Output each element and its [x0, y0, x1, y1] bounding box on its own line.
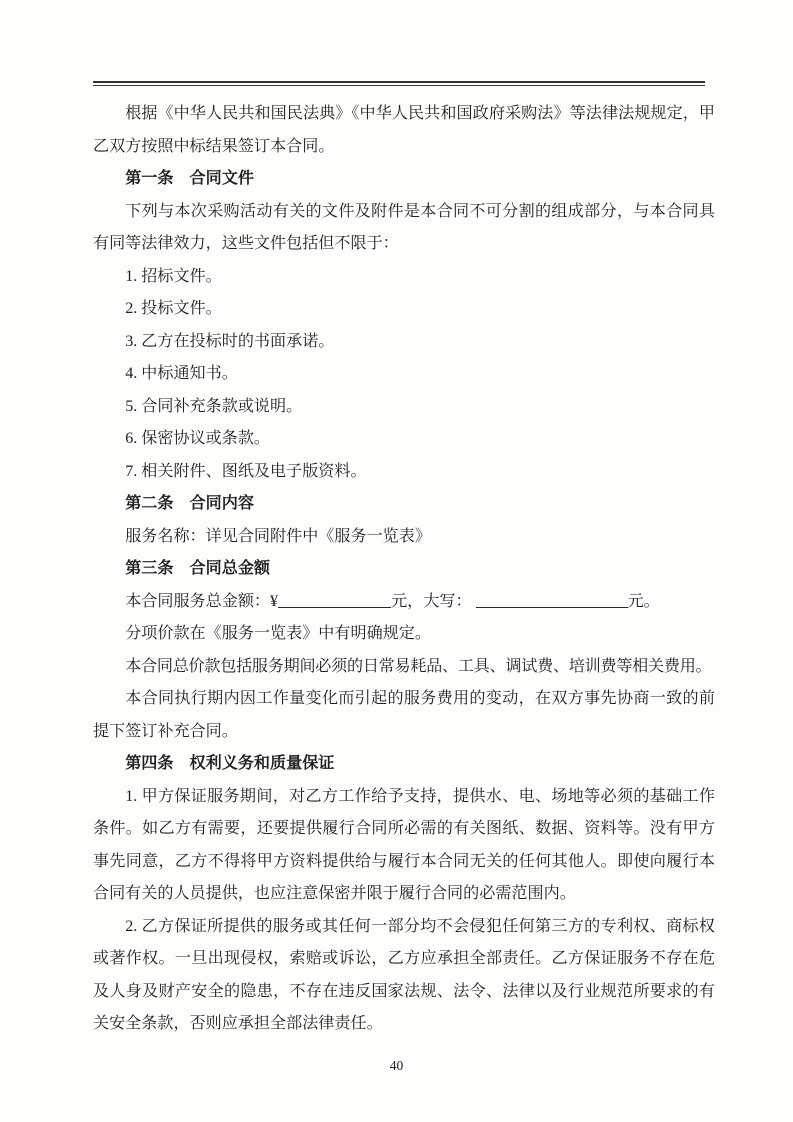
article-3-title: 第三条 合同总金额 [125, 560, 271, 577]
article-1-item-4: 4. 中标通知书。 [125, 365, 238, 382]
page-number: 40 [389, 1058, 404, 1073]
service-name-line: 服务名称：详见合同附件中《服务一览表》 [125, 527, 431, 545]
price-includes-note: 本合同总价款包括服务期间必须的日常易耗品、工具、调试费、培训费等相关费用。 [125, 657, 712, 675]
article-1-item-6: 6. 保密协议或条款。 [125, 430, 271, 447]
amount-suffix: 元。 [627, 592, 660, 610]
article-1-item-1: 1. 招标文件。 [125, 267, 222, 285]
article-2-title: 第二条 合同内容 [125, 495, 254, 512]
document-body [93, 98, 715, 1041]
article-4-clause-1: 1. 甲方保证服务期间，对乙方工作给予支持，提供水、电、场地等必须的基础工作条件。如乙方有需要，还要提供履行合同所必需的有关图纸、数据、资料等。没有甲方事先同意，乙方不得将甲方资料提供给与履行本合同无关的任何其他人。即使向履行本合同有关的人员提供，也应注意保密并限于履行合同的必需范围内。 [93, 787, 715, 902]
contract-amount-line [93, 586, 715, 619]
amount-prefix: 本合同服务总金额：¥ [125, 592, 279, 610]
price-change-note: 本合同执行期内因工作量变化而引起的服务费用的变动，在双方事先协商一致的前提下签订补充合同。 [93, 690, 715, 740]
article-4-clause-2: 2. 乙方保证所提供的服务或其任何一部分均不会侵犯任何第三方的专利权、商标权或著作权。一旦出现侵权，索赔或诉讼，乙方应承担全部责任。乙方保证服务不存在危及人身及财产安全的隐患，不存在违反国家法规、法令、法律以及行业规范所要求的有关安全条款，否则应承担全部法律责任。 [93, 917, 715, 1032]
amount-mid: 元，大写： [391, 592, 472, 610]
article-1-title: 第一条 合同文件 [125, 170, 254, 187]
article-1-item-3: 3. 乙方在投标时的书面承诺。 [125, 332, 335, 350]
amount-blank-numeric [278, 594, 391, 608]
article-1-item-5: 5. 合同补充条款或说明。 [125, 397, 303, 415]
article-1-lead: 下列与本次采购活动有关的文件及附件是本合同不可分割的组成部分，与本合同具有同等法律效力，这些文件包括但不限于： [93, 202, 715, 252]
amount-blank-words [476, 594, 628, 608]
article-1-item-2: 2. 投标文件。 [125, 300, 222, 317]
itemized-price-note: 分项价款在《服务一览表》中有明确规定。 [125, 625, 431, 642]
article-1-item-7: 7. 相关附件、图纸及电子版资料。 [125, 462, 367, 480]
header-rule [93, 81, 705, 86]
intro-paragraph: 根据《中华人民共和国民法典》《中华人民共和国政府采购法》等法律法规规定，甲乙双方按照中标结果签订本合同。 [93, 105, 715, 155]
article-4-title: 第四条 权利义务和质量保证 [125, 755, 335, 772]
